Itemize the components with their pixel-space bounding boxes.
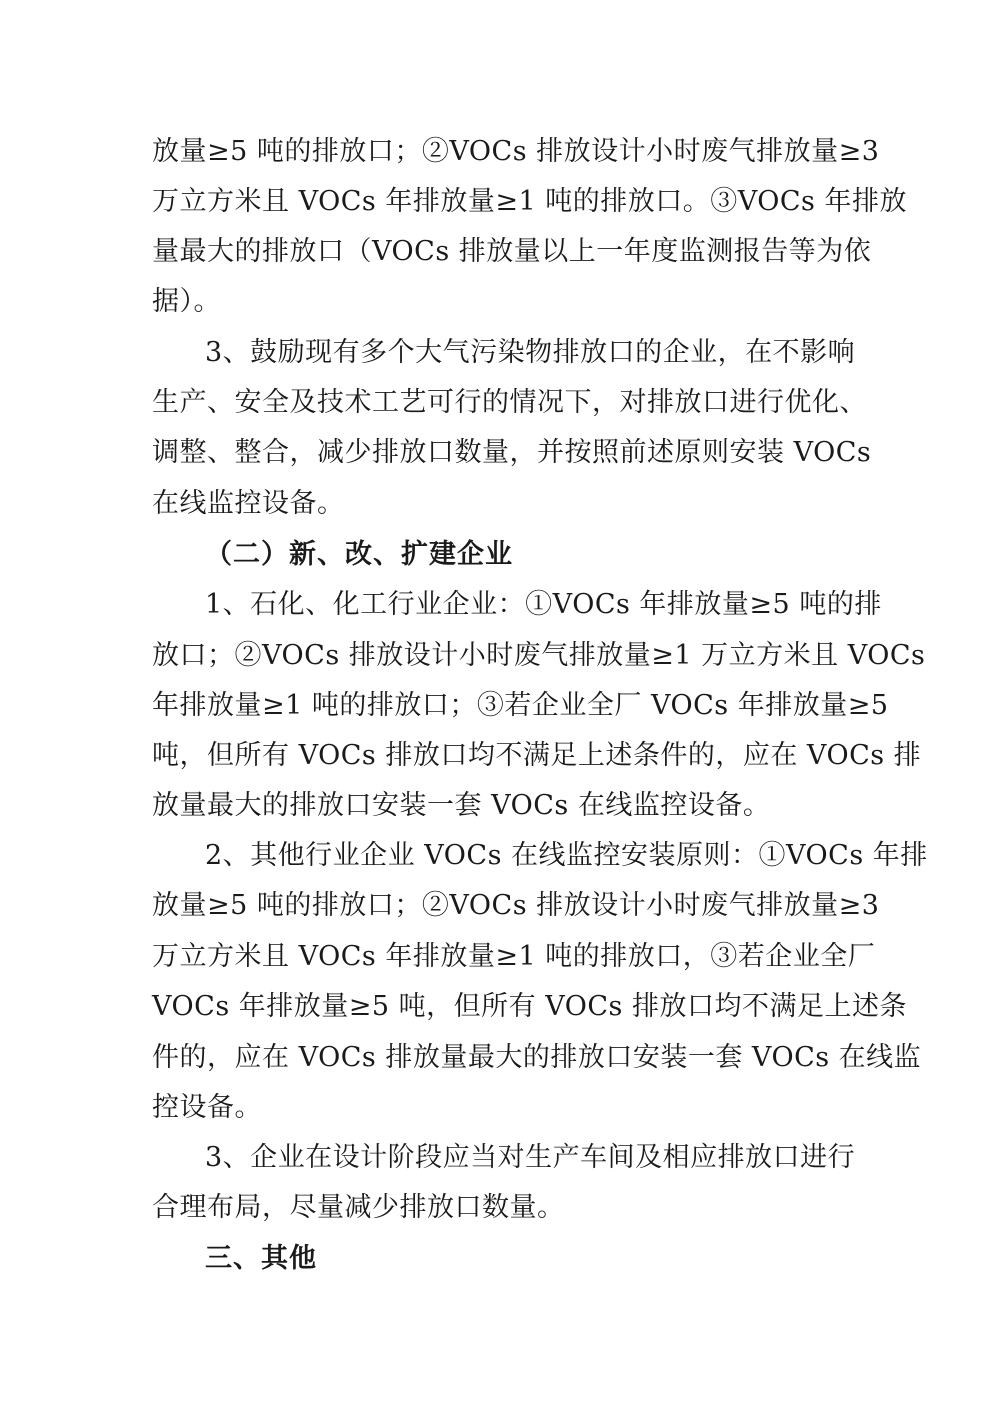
paragraph-start: 3、企业在设计阶段应当对生产车间及相应排放口进行 — [205, 1142, 856, 1173]
text-line: 量最大的排放口（VOCs 排放量以上一年度监测报告等为依 — [152, 236, 872, 267]
text-line: 放口；②VOCs 排放设计小时废气排放量≥1 万立方米且 VOCs — [152, 640, 926, 671]
text-line: 放量最大的排放口安装一套 VOCs 在线监控设备。 — [152, 790, 771, 821]
text-line: 万立方米且 VOCs 年排放量≥1 吨的排放口，③若企业全厂 — [152, 941, 876, 972]
section-heading: （二）新、改、扩建企业 — [205, 539, 513, 570]
text-line: 件的，应在 VOCs 排放量最大的排放口安装一套 VOCs 在线监 — [152, 1042, 922, 1073]
text-line: 控设备。 — [152, 1092, 262, 1123]
text-line: 合理布局，尽量减少排放口数量。 — [152, 1192, 565, 1223]
paragraph-start: 1、石化、化工行业企业：①VOCs 年排放量≥5 吨的排 — [205, 589, 882, 620]
text-line: 调整、整合，减少排放口数量，并按照前述原则安装 VOCs — [152, 437, 872, 468]
text-line: 万立方米且 VOCs 年排放量≥1 吨的排放口。③VOCs 年排放 — [152, 186, 907, 217]
text-line: 在线监控设备。 — [152, 488, 345, 519]
text-line: 据）。 — [152, 286, 221, 317]
text-line: 生产、安全及技术工艺可行的情况下，对排放口进行优化、 — [152, 387, 867, 418]
text-line: VOCs 年排放量≥5 吨，但所有 VOCs 排放口均不满足上述条 — [152, 991, 907, 1022]
text-line: 年排放量≥1 吨的排放口；③若企业全厂 VOCs 年排放量≥5 — [152, 690, 889, 721]
paragraph-start: 2、其他行业企业 VOCs 在线监控安装原则：①VOCs 年排 — [205, 840, 928, 871]
text-line: 放量≥5 吨的排放口；②VOCs 排放设计小时废气排放量≥3 — [152, 890, 880, 921]
section-heading: 三、其他 — [205, 1243, 317, 1274]
text-line: 吨，但所有 VOCs 排放口均不满足上述条件的，应在 VOCs 排 — [152, 740, 922, 771]
paragraph-start: 3、鼓励现有多个大气污染物排放口的企业，在不影响 — [205, 337, 856, 368]
text-line: 放量≥5 吨的排放口；②VOCs 排放设计小时废气排放量≥3 — [152, 136, 880, 167]
